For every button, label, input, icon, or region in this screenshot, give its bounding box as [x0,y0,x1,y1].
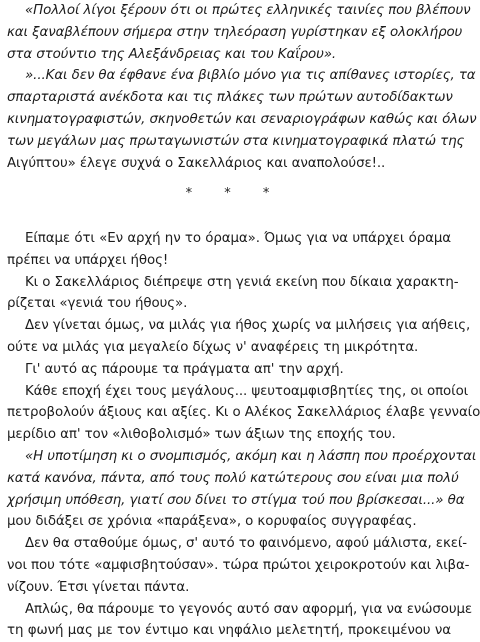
body-line: ρίζεται «γενιά του ήθους». [7,296,188,312]
body-line: «Η υποτίμηση κι ο σνομπισμός, ακόμη και η λάσπη που προέρχονται [25,448,477,464]
body-line: τη φωνή μας με τον έντιμο και νηφάλιο μελετητή, προκειμένου να [7,623,451,639]
body-line: χρήσιμη υπόθεση, γιατί σου δίνει το στίγμα τού που βρίσκεσαι...» θα [7,492,465,508]
quote-block [7,0,477,174]
body-line: Είπαμε ότι «Εν αρχή ην το όραμα». Όμως για να υπάρχει όραμα [25,231,451,246]
body-line: πετροβολούν άξιους και αξίες. Κι ο Αλέκος Σακελλάριος έλαβε γενναίο [7,405,480,421]
body-line: ούτε να μιλάς για μεγαλείο δίχως ν' αναφέρεις τη μικρότητα. [7,339,419,355]
body-line: Γι' αυτό ας πάρουμε τα πράγματα απ' την αρχή. [25,361,344,377]
quote-line: «Πολλοί λίγοι ξέρουν ότι οι πρώτες ελληνικές ταινίες που βλέπουν [25,3,471,18]
body-line: νίζουν. Έτσι γίνεται πάντα. [7,579,190,595]
quote-line: στα στούντιο της Αλεξάνδρειας και του Καΐρου». [7,46,337,62]
body-line: μου διδάξει σε χρόνια «παράξενα», ο κορυφαίος συγγραφέας. [7,514,417,530]
body-line: Δεν θα σταθούμε όμως, σ' αυτό το φαινόμενο, αφού μάλιστα, εκεί- [25,536,468,552]
quote-line: και ξαναβλέπουν σήμερα στην τηλεόραση γυρίστηκαν εξ ολοκλήρου [7,24,463,40]
quote-line: των μεγάλων μας πρωταγωνιστών στα κινηματογραφικά πλατώ της [7,133,465,149]
body-line: μερίδιο απ' τον «λιθοβολισμό» των άξιων της εποχής του. [7,427,396,443]
quote-line: Αιγύπτου» έλεγε συχνά ο Σακελλάριος και αναπολούσε!.. [7,155,386,171]
body-line: Δεν γίνεται όμως, να μιλάς για ήθος χωρίς να μιλήσεις για αήθεις, [25,318,471,334]
section-separator: * * * [185,186,284,201]
body-line: Κάθε εποχή έχει τους μεγάλους... ψευτοαμφισβητίες της, οι οποίοι [25,383,469,399]
quote-line: »...Και δεν θα έφθανε ένα βιβλίο μόνο για τις απίθανες ιστορίες, τα [25,68,476,84]
body-line: κατά κανόνα, πάντα, από τους πολύ κατώτερους σου είναι μια πολύ [7,470,459,486]
body-line: νοι που τότε «αμφισβητούσαν». τώρα πρώτοι χειροκροτούν και λιβα- [7,557,470,573]
quote-line: σπαρταριστά ανέκδοτα και τις πλάκες των πρώτων αυτοδίδακτων [7,90,453,106]
body-text [7,228,480,642]
quote-line: κινηματογραφιστών, σκηνοθετών και σεναριογράφων καθώς και όλων [7,111,477,127]
body-line: Απλώς, θα πάρουμε το γεγονός αυτό σαν αφορμή, για να ενώσουμε [25,601,473,617]
body-line: Κι ο Σακελλάριος διέπρεψε στη γενιά εκείνη που δίκαια χαρακτη- [25,274,459,290]
body-line: πρέπει να υπάρχει ήθος! [7,252,169,268]
